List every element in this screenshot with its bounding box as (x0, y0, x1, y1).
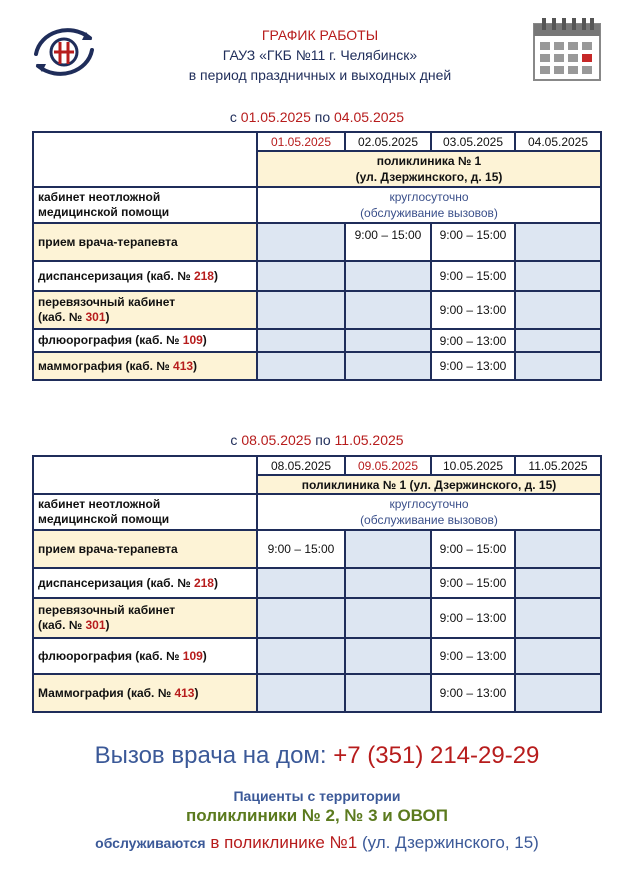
row-label-line: кабинет неотложной (38, 497, 161, 511)
label-end: ) (202, 333, 207, 347)
empty-cell (257, 291, 345, 329)
calendar-icon (532, 16, 602, 82)
period1-from: 01.05.2025 (240, 109, 311, 125)
date-col: 04.05.2025 (515, 132, 601, 151)
time-cell: 9:00 – 15:00 (257, 530, 345, 568)
row-label-dispensary (33, 568, 257, 598)
served-clinic: в поликлинике №1 (210, 833, 358, 852)
schedule-table-2 (32, 455, 602, 713)
time-cell: 9:00 – 15:00 (431, 261, 515, 291)
time-cell: 9:00 – 15:00 (431, 530, 515, 568)
period1-pre: с (229, 109, 237, 125)
call-phone[interactable]: +7 (351) 214-29-29 (333, 742, 540, 769)
patients-note-1: Пациенты с территории (233, 788, 401, 804)
polyclinic-name: поликлиника № 1 (376, 154, 482, 168)
row-label-mammography (33, 352, 257, 380)
label-text: (каб. № (38, 618, 83, 632)
time-cell: 9:00 – 13:00 (431, 598, 515, 638)
room-number: 218 (193, 575, 214, 590)
empty-cell (257, 598, 345, 638)
label-end: ) (105, 310, 110, 324)
time-cell: 9:00 – 13:00 (431, 291, 515, 329)
room-number: 109 (182, 333, 203, 347)
table-corner (33, 456, 257, 494)
empty-cell (515, 568, 601, 598)
home-visit-call (0, 742, 634, 770)
empty-cell (257, 329, 345, 352)
period2-to: 11.05.2025 (334, 432, 404, 448)
label-end: ) (213, 575, 218, 590)
empty-cell (345, 329, 431, 352)
empty-cell (345, 352, 431, 380)
row-label-urgent (33, 187, 257, 223)
label-text: Маммография (каб. № (38, 685, 172, 700)
empty-cell (345, 674, 431, 712)
row-label-therapist: прием врача-терапевта (33, 530, 257, 568)
date-col: 01.05.2025 (257, 132, 345, 151)
label-text: флюорография (каб. № (38, 648, 180, 663)
table-corner (33, 132, 257, 187)
row-label-dispensary (33, 261, 257, 291)
urgent-hours (257, 494, 601, 530)
polyclinic-header: поликлиника № 1 (ул. Дзержинского, д. 15) (257, 475, 601, 494)
row-label-fluorography (33, 638, 257, 674)
period2-from: 08.05.2025 (241, 432, 312, 448)
period2-caption (0, 432, 634, 448)
row-label-line: медицинской помощи (38, 512, 170, 526)
label-end: ) (213, 268, 218, 283)
served-address: (ул. Дзержинского, 15) (361, 833, 539, 852)
empty-cell (257, 674, 345, 712)
empty-cell (515, 329, 601, 352)
empty-cell (257, 352, 345, 380)
empty-cell (345, 598, 431, 638)
time-cell: 9:00 – 13:00 (431, 674, 515, 712)
empty-cell (345, 568, 431, 598)
date-col: 03.05.2025 (431, 132, 515, 151)
date-col: 09.05.2025 (345, 456, 431, 475)
subtitle-org: ГАУЗ «ГКБ №11 г. Челябинск» (222, 47, 418, 63)
empty-cell (515, 530, 601, 568)
empty-cell (345, 530, 431, 568)
row-label-line: кабинет неотложной (38, 190, 161, 204)
label-end: ) (193, 358, 198, 373)
round-the-clock: круглосуточно (389, 190, 469, 204)
period2-mid: по (315, 432, 331, 448)
period1-mid: по (314, 109, 331, 125)
label-end: ) (105, 618, 110, 632)
empty-cell (257, 568, 345, 598)
urgent-hours (257, 187, 601, 223)
polyclinic-address: (ул. Дзержинского, д. 15) (355, 170, 503, 184)
label-text: маммография (каб. № (38, 358, 170, 373)
label-text: перевязочный кабинет (38, 295, 176, 309)
row-label-therapist: прием врача-терапевта (33, 223, 257, 261)
empty-cell (257, 261, 345, 291)
time-cell: 9:00 – 15:00 (431, 223, 515, 261)
clinic-logo-icon (30, 20, 98, 84)
room-number: 109 (182, 648, 203, 663)
time-cell: 9:00 – 15:00 (431, 568, 515, 598)
empty-cell (515, 352, 601, 380)
title: ГРАФИК РАБОТЫ (261, 27, 379, 43)
patients-note-3 (0, 833, 634, 853)
period1-caption (0, 109, 634, 125)
round-the-clock-note: (обслуживание вызовов) (360, 513, 498, 527)
label-text: (каб. № (38, 310, 83, 324)
label-text: перевязочный кабинет (38, 603, 176, 617)
empty-cell (345, 291, 431, 329)
time-cell: 9:00 – 15:00 (345, 223, 431, 261)
row-label-line: медицинской помощи (38, 205, 170, 219)
schedule-table-1 (32, 131, 602, 381)
room-number: 301 (85, 618, 106, 632)
time-cell: 9:00 – 13:00 (431, 638, 515, 674)
round-the-clock: круглосуточно (389, 497, 469, 511)
row-label-urgent (33, 494, 257, 530)
time-cell: 9:00 – 13:00 (431, 352, 515, 380)
time-cell: 9:00 – 13:00 (431, 329, 515, 352)
empty-cell (345, 638, 431, 674)
subtitle-period: в период праздничных и выходных дней (188, 67, 452, 83)
patients-note-2: поликлиники № 2, № 3 и ОВОП (186, 806, 448, 825)
date-col: 08.05.2025 (257, 456, 345, 475)
room-number: 218 (193, 268, 214, 283)
room-number: 301 (85, 310, 106, 324)
label-text: диспансеризация (каб. № (38, 268, 191, 283)
row-label-dressing (33, 291, 257, 329)
label-text: флюорография (каб. № (38, 333, 180, 347)
round-the-clock-note: (обслуживание вызовов) (360, 206, 498, 220)
empty-cell (515, 638, 601, 674)
label-end: ) (202, 648, 207, 663)
served-label: обслуживаются (95, 835, 206, 851)
empty-cell (515, 598, 601, 638)
empty-cell (515, 223, 601, 261)
room-number: 413 (174, 685, 195, 700)
label-text: диспансеризация (каб. № (38, 575, 191, 590)
empty-cell (515, 261, 601, 291)
polyclinic-header (257, 151, 601, 187)
date-col: 10.05.2025 (431, 456, 515, 475)
period2-pre: с (230, 432, 238, 448)
label-end: ) (194, 685, 199, 700)
row-label-dressing (33, 598, 257, 638)
date-col: 11.05.2025 (515, 456, 601, 475)
date-col: 02.05.2025 (345, 132, 431, 151)
empty-cell (257, 223, 345, 261)
call-label: Вызов врача на дом: (94, 742, 327, 769)
empty-cell (515, 291, 601, 329)
row-label-fluorography (33, 329, 257, 352)
empty-cell (515, 674, 601, 712)
row-label-mammography (33, 674, 257, 712)
empty-cell (257, 638, 345, 674)
period1-to: 04.05.2025 (334, 109, 405, 125)
room-number: 413 (173, 358, 194, 373)
empty-cell (345, 261, 431, 291)
